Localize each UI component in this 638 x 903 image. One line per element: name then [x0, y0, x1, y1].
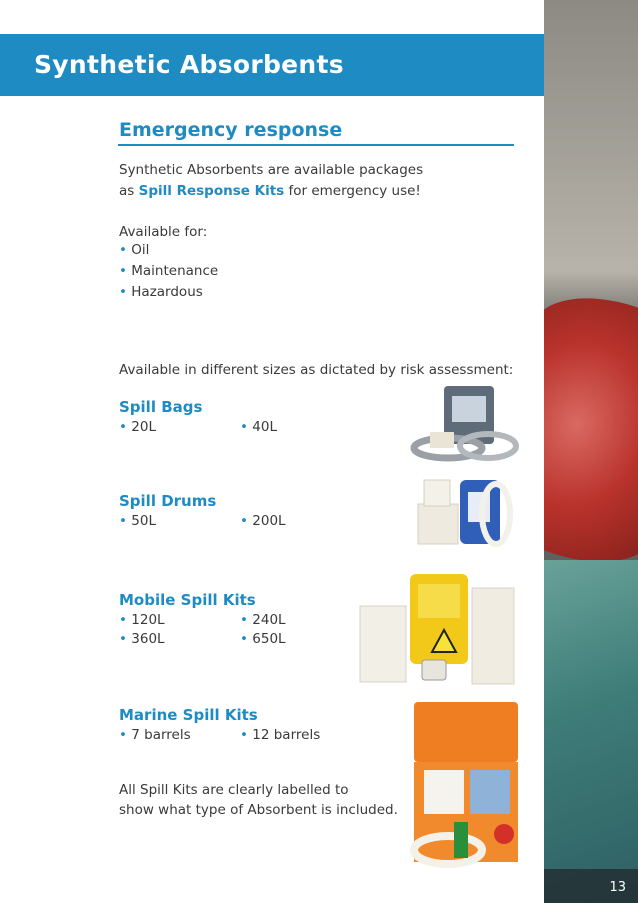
- kit-option: • 50L: [119, 513, 156, 529]
- footer-note-line-1: All Spill Kits are clearly labelled to: [119, 782, 349, 798]
- marine-spill-kit-image: [408, 694, 524, 880]
- kit-title-spill-drums: Spill Drums: [119, 492, 217, 510]
- kit-title-mobile-spill-kits: Mobile Spill Kits: [119, 591, 256, 609]
- available-for-label: Available for:: [119, 224, 208, 240]
- kit-title-spill-bags: Spill Bags: [119, 398, 203, 416]
- intro-suffix: for emergency use!: [284, 183, 421, 199]
- spill-response-kits-highlight: Spill Response Kits: [138, 183, 285, 199]
- kit-option: • 40L: [240, 419, 277, 435]
- spill-bag-image: [408, 382, 520, 470]
- list-item: • Hazardous: [119, 284, 203, 300]
- intro-prefix: as: [119, 183, 139, 199]
- section-heading: Emergency response: [119, 119, 343, 141]
- kit-option: • 120L: [119, 612, 165, 628]
- sizes-intro: Available in different sizes as dictated by risk assessment:: [119, 362, 514, 378]
- page-number: 13: [609, 880, 626, 895]
- mobile-spill-kit-image: [352, 568, 522, 692]
- section-divider: [118, 144, 514, 146]
- kit-option: • 200L: [240, 513, 286, 529]
- kit-option: • 7 barrels: [119, 727, 191, 743]
- spill-drum-image: [416, 474, 520, 554]
- page-title: Synthetic Absorbents: [34, 50, 344, 79]
- footer-note-line-2: show what type of Absorbent is included.: [119, 802, 398, 818]
- intro-line-2: [119, 181, 421, 202]
- background-photo: [544, 0, 638, 903]
- kit-option: • 360L: [119, 631, 165, 647]
- bullet-icon: •: [119, 263, 127, 279]
- list-item: • Oil: [119, 242, 150, 258]
- kit-title-marine-spill-kits: Marine Spill Kits: [119, 706, 258, 724]
- red-barrel-image: [544, 279, 638, 582]
- kit-option: • 20L: [119, 419, 156, 435]
- bullet-icon: •: [119, 284, 127, 300]
- list-item: • Maintenance: [119, 263, 219, 279]
- kit-option: • 240L: [240, 612, 286, 628]
- kit-option: • 650L: [240, 631, 286, 647]
- bullet-icon: •: [119, 242, 127, 258]
- kit-option: • 12 barrels: [240, 727, 321, 743]
- intro-line-1: Synthetic Absorbents are available packages: [119, 162, 424, 178]
- absorbent-mat-image: [544, 560, 638, 903]
